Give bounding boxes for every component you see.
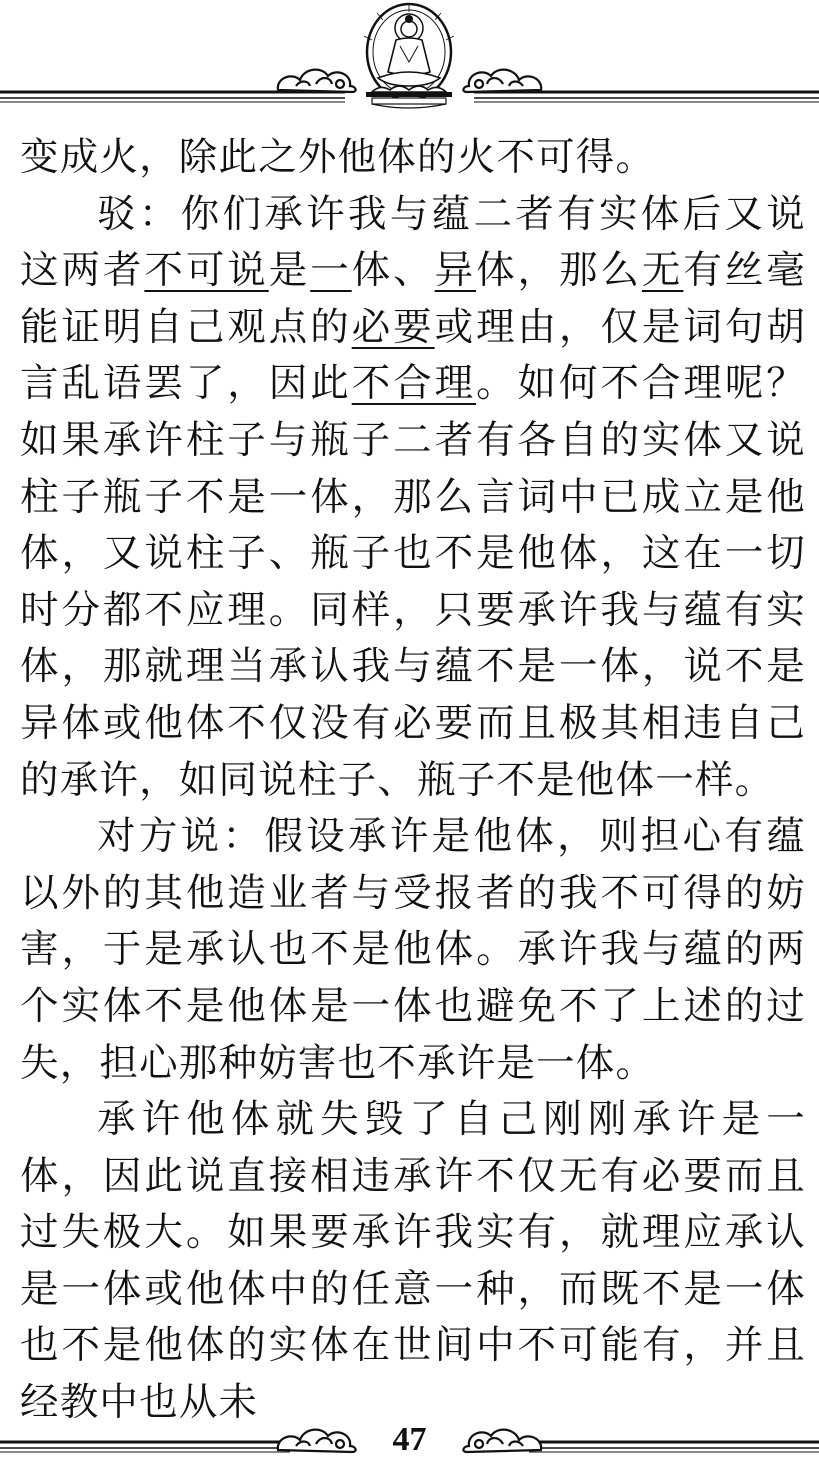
- page-header: [0, 0, 819, 118]
- text-segment: 。如何不合理呢？如果承许柱子与瓶子二者有各自的实体又说柱子瓶子不是一体，那么言词中已成立是他体，又说柱子、瓶子也不是他体，这在一切时分都不应理。同样，只要承许我与蕴有实体，那就理当承认我与蕴不是一体，说不是异体或他体不仅没有必要而且极其相违自己的承许，如同说柱子、瓶子不是他体一样。: [20, 361, 806, 803]
- body-text: [20, 130, 806, 1432]
- text-segment: 对方说：假设承许是他体，则担心有蕴以外的其他造业者与受报者的我不可得的妨害，于是承认也不是他体。承许我与蕴的两个实体不是他体是一体也避免不了上述的过失，担心那种妨害也不承许是一体。: [20, 814, 806, 1086]
- header-rule-left: [0, 92, 345, 102]
- cloud-ornament-icon: [278, 70, 356, 92]
- page-number: 47: [392, 1421, 427, 1458]
- underlined-text: 异: [434, 248, 477, 294]
- underlined-text: 无: [641, 248, 684, 294]
- buddha-medallion-icon: [364, 4, 454, 108]
- underlined-text: 必要: [351, 304, 435, 350]
- cloud-ornament-icon: [463, 70, 541, 92]
- text-segment: 有丝毫能证明自己观点的: [20, 248, 807, 350]
- text-segment: 体，那么: [476, 248, 642, 294]
- underlined-text: 不合理: [351, 361, 477, 407]
- text-segment: 承许他体就失毁了自己刚刚承许是一体，因此说直接相违承许不仅无有必要而且过失极大。如果要承许我实有，就理应承认是一体或他体中的任意一种，而既不是一体也不是他体的实体在世间中不可能有，并且经教中也从未: [20, 1097, 806, 1426]
- text-segment: 或理由，仅是词句胡言乱语罢了，因此: [20, 304, 806, 407]
- paragraph: [20, 1092, 806, 1432]
- header-rule-right: [474, 92, 819, 102]
- text-segment: 是: [268, 248, 311, 294]
- paragraph: [20, 187, 806, 810]
- paragraph: [20, 130, 806, 187]
- text-segment: 驳：你们承许我与蕴二者有实体后又说这两者: [20, 191, 806, 294]
- underlined-text: 不可说: [144, 248, 269, 294]
- underlined-text: 一: [310, 248, 352, 294]
- text-segment: 体、: [351, 248, 435, 294]
- header-ornament: [0, 0, 819, 118]
- text-segment: 变成火，除此之外他体的火不可得。: [20, 135, 656, 180]
- paragraph: [20, 809, 806, 1092]
